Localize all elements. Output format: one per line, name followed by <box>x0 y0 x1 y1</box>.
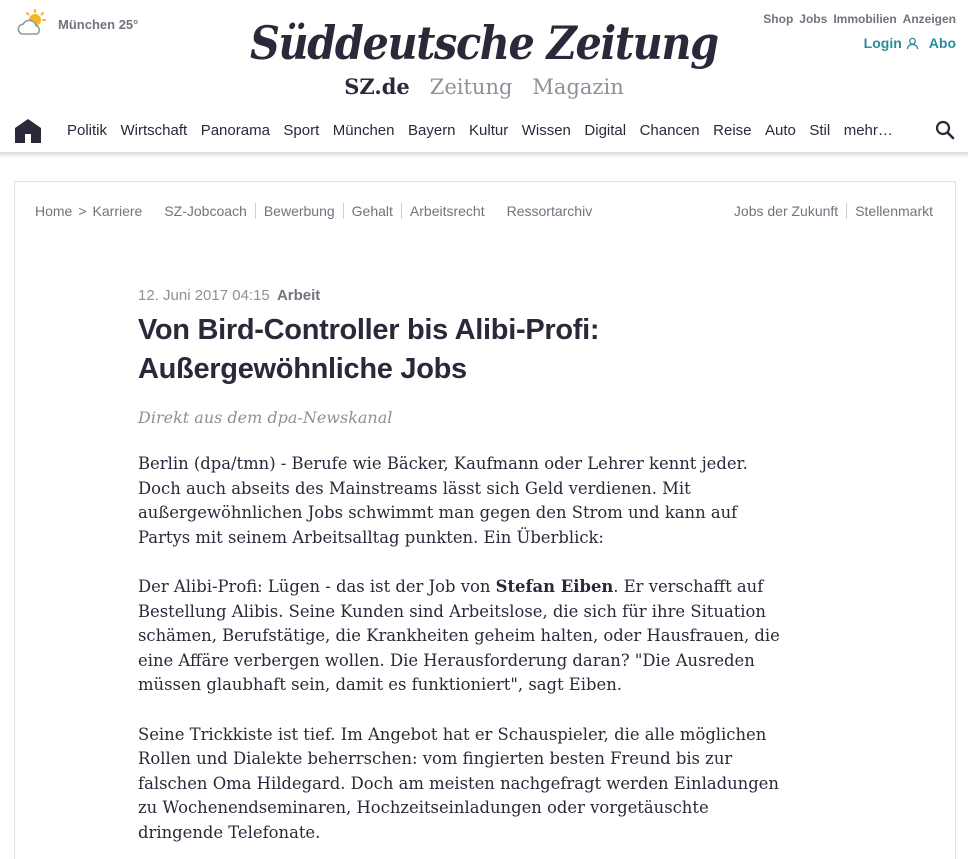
service-links <box>757 12 956 26</box>
edition-sz-de[interactable]: SZ.de <box>344 74 410 99</box>
weather-city: München <box>58 16 116 32</box>
article <box>138 287 788 859</box>
breadcrumb-home[interactable]: Home <box>35 203 73 219</box>
article-paragraph <box>138 575 788 698</box>
site-header <box>0 0 968 155</box>
nav-item-politik[interactable]: Politik <box>67 122 108 139</box>
article-date: 12. Juni 2017 04:15 <box>138 287 270 304</box>
nav-divider <box>0 152 968 158</box>
subnav-right <box>734 203 933 219</box>
user-icon <box>906 37 919 50</box>
link-shop[interactable]: Shop <box>763 12 794 26</box>
nav-item-stil[interactable]: Stil <box>809 122 831 139</box>
link-jobs[interactable]: Jobs <box>799 12 828 26</box>
breadcrumb-karriere[interactable]: Karriere <box>92 203 143 219</box>
subnav-stellenmarkt[interactable]: Stellenmarkt <box>855 203 933 219</box>
article-body <box>138 452 788 845</box>
nav-item-auto[interactable]: Auto <box>765 122 796 139</box>
abo-link[interactable]: Abo <box>928 35 956 51</box>
account-area <box>864 35 956 51</box>
nav-item-bayern[interactable]: Bayern <box>408 122 456 139</box>
nav-item-mehr[interactable]: mehr… <box>843 122 893 139</box>
paragraph-text: . Er verschafft auf Bestellung Alibis. Seine Kunden sind Arbeitslose, die sich für ihre Situation schämen, Berufstätige, die Krankheiten geheim halten, oder Hausfrauen, die eine Affäre verbergen wollen. Die Herausforderung daran? "Die Ausreden müssen glaubhaft sein, damit es funktioniert", sagt Eiben. <box>138 577 780 694</box>
edition-switcher <box>0 74 968 99</box>
breadcrumb-separator: > <box>78 203 87 219</box>
subnav-bewerbung[interactable]: Bewerbung <box>263 203 335 219</box>
main-navigation <box>0 113 968 153</box>
nav-item-muenchen[interactable]: München <box>332 122 395 139</box>
subnav-gehalt[interactable]: Gehalt <box>351 203 393 219</box>
article-source: Direkt aus dem dpa-Newskanal <box>138 408 393 427</box>
nav-item-kultur[interactable]: Kultur <box>469 122 509 139</box>
nav-item-wirtschaft[interactable]: Wirtschaft <box>120 122 188 139</box>
breadcrumb <box>35 203 592 219</box>
nav-item-sport[interactable]: Sport <box>283 122 320 139</box>
article-ressort[interactable]: Arbeit <box>276 287 321 304</box>
nav-item-wissen[interactable]: Wissen <box>521 122 571 139</box>
paragraph-text: Der Alibi-Profi: Lügen - das ist der Job von <box>138 577 496 596</box>
subnav-ressortarchiv[interactable]: Ressortarchiv <box>506 203 593 219</box>
headline-line-2: Außergewöhnliche Jobs <box>138 353 467 385</box>
weather-widget[interactable] <box>16 9 138 39</box>
divider <box>846 203 847 219</box>
link-immobilien[interactable]: Immobilien <box>833 12 897 26</box>
search-icon[interactable] <box>935 120 955 140</box>
link-anzeigen[interactable]: Anzeigen <box>902 12 956 26</box>
article-meta <box>138 287 788 304</box>
person-link[interactable]: Stefan Eiben <box>495 577 614 596</box>
nav-item-chancen[interactable]: Chancen <box>639 122 700 139</box>
sun-cloud-icon <box>16 9 50 39</box>
site-logo[interactable]: Süddeutsche Zeitung <box>250 16 718 70</box>
subnav-sz-jobcoach[interactable]: SZ-Jobcoach <box>164 203 247 219</box>
divider <box>255 203 256 219</box>
nav-item-digital[interactable]: Digital <box>584 122 627 139</box>
subnav-jobs-der-zukunft[interactable]: Jobs der Zukunft <box>733 203 839 219</box>
nav-item-reise[interactable]: Reise <box>713 122 752 139</box>
article-paragraph: Seine Trickkiste ist tief. Im Angebot hat er Schauspieler, die alle möglichen Rollen und Dialekte beherrschen: vom fingierten besten Freund bis zur falschen Oma Hildegard. Doch am meisten nachgefragt werden Einladungen zu Wochenendseminaren, Hochzeitseinladungen oder vorgetäuschte dringende Telefonate. <box>138 724 779 842</box>
article-headline <box>138 311 788 389</box>
weather-temperature: 25° <box>118 16 139 32</box>
login-link[interactable]: Login <box>863 35 902 51</box>
headline-line-1: Von Bird-Controller bis Alibi-Profi: <box>138 314 600 346</box>
edition-zeitung[interactable]: Zeitung <box>429 75 513 99</box>
divider <box>401 203 402 219</box>
divider <box>343 203 344 219</box>
nav-item-panorama[interactable]: Panorama <box>200 122 270 139</box>
article-paragraph: Berlin (dpa/tmn) - Berufe wie Bäcker, Kaufmann oder Lehrer kennt jeder. Doch auch abseits des Mainstreams lässt sich Geld verdienen. Mit außergewöhnlichen Jobs schwimmt man gegen den Strom und kann auf Partys mit seinem Arbeitsalltag punkten. Ein Überblick: <box>138 454 748 547</box>
subnav-arbeitsrecht[interactable]: Arbeitsrecht <box>409 203 485 219</box>
edition-magazin[interactable]: Magazin <box>532 75 624 99</box>
home-icon[interactable] <box>14 116 42 144</box>
